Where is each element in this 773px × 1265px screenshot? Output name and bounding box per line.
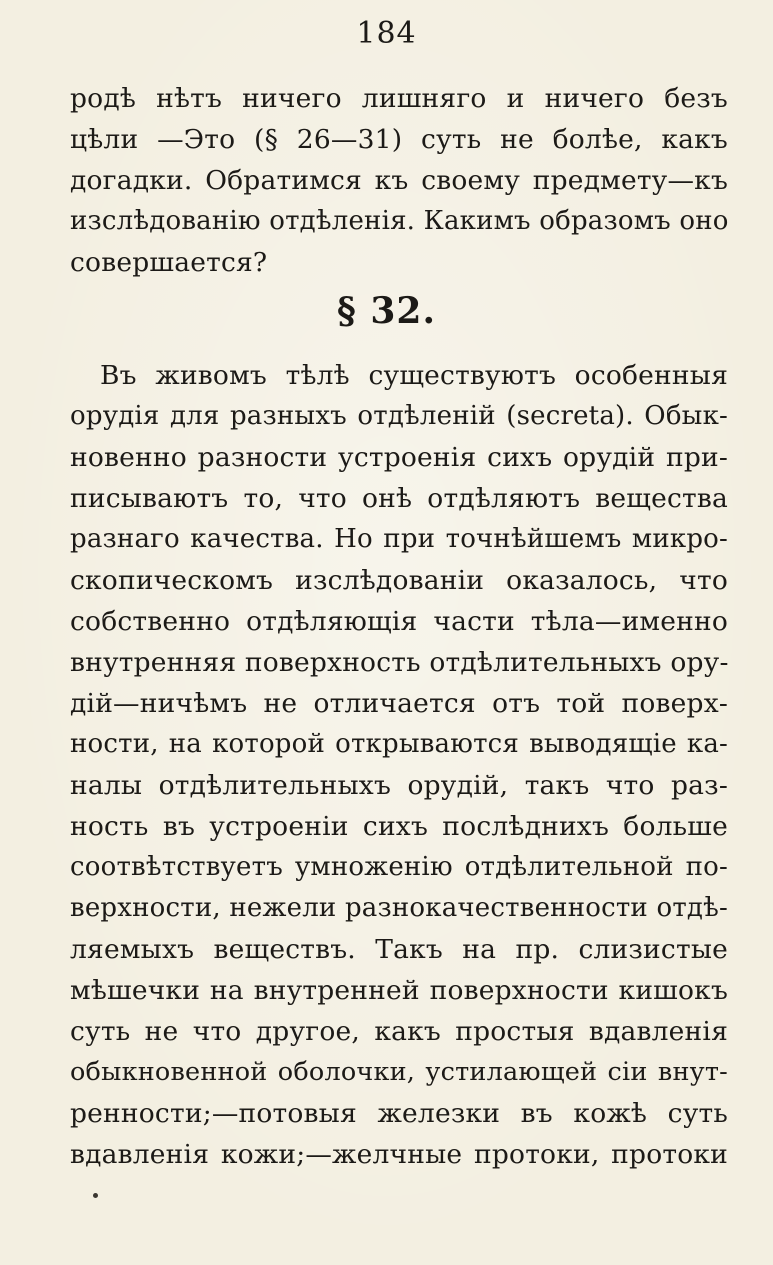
intro-paragraph — [70, 78, 728, 283]
text-line: цѣли —Это (§ 26—31) суть не болѣе, какъ — [70, 124, 728, 155]
text-line: суть не что другое, какъ простыя вдавленія — [70, 1016, 728, 1047]
text-line: верхности, нежели разнокачественности отдѣ- — [70, 893, 728, 923]
text-line: ляемыхъ веществъ. Такъ на пр. слизистые — [70, 934, 728, 965]
text-line: новенно разности устроенія сихъ орудій при- — [70, 442, 728, 473]
section-heading: § 32. — [337, 290, 436, 332]
text-line: догадки. Обратимся къ своему предмету—къ — [70, 165, 728, 196]
text-line: орудія для разныхъ отдѣленій (secreta). Обык- — [70, 401, 728, 431]
text-line: писываютъ то, что онѣ отдѣляютъ вещества — [70, 483, 728, 514]
text-line: налы отдѣлительныхъ орудій, такъ что раз- — [70, 770, 728, 801]
text-line: обыкновенной оболочки, устилающей сіи внут- — [70, 1057, 728, 1087]
text-line: мѣшечки на внутренней поверхности кишокъ — [70, 975, 728, 1006]
text-line: совершается? — [70, 247, 268, 278]
text-line: изслѣдованію отдѣленія. Какимъ образомъ оно — [70, 206, 729, 236]
text-line: внутренняя поверхность отдѣлительныхъ ору- — [70, 647, 729, 678]
text-line: разнаго качества. Но при точнѣйшемъ микро- — [70, 524, 728, 554]
text-line: ность въ устроеніи сихъ послѣднихъ больше — [70, 811, 728, 842]
ink-speck — [93, 1193, 98, 1198]
text-line: собственно отдѣляющія части тѣла—именно — [70, 606, 728, 637]
text-line: родѣ нѣтъ ничего лишняго и ничего безъ — [70, 83, 728, 114]
text-line: скопическомъ изслѣдованіи оказалось, что — [70, 565, 728, 596]
text-line: дій—ничѣмъ не отличается отъ той поверх- — [70, 688, 728, 719]
text-line: Въ живомъ тѣлѣ существуютъ особенныя — [100, 360, 728, 391]
page-number: 184 — [356, 16, 417, 51]
text-line: ности, на которой открываются выводящіе ка- — [70, 729, 728, 759]
text-line: соотвѣтствуетъ умноженію отдѣлительной по- — [70, 852, 728, 882]
text-line: вдавленія кожи;—желчные протоки, протоки — [70, 1139, 728, 1170]
main-paragraph — [70, 355, 728, 1175]
text-line: ренности;—потовыя железки въ кожѣ суть — [70, 1098, 728, 1129]
